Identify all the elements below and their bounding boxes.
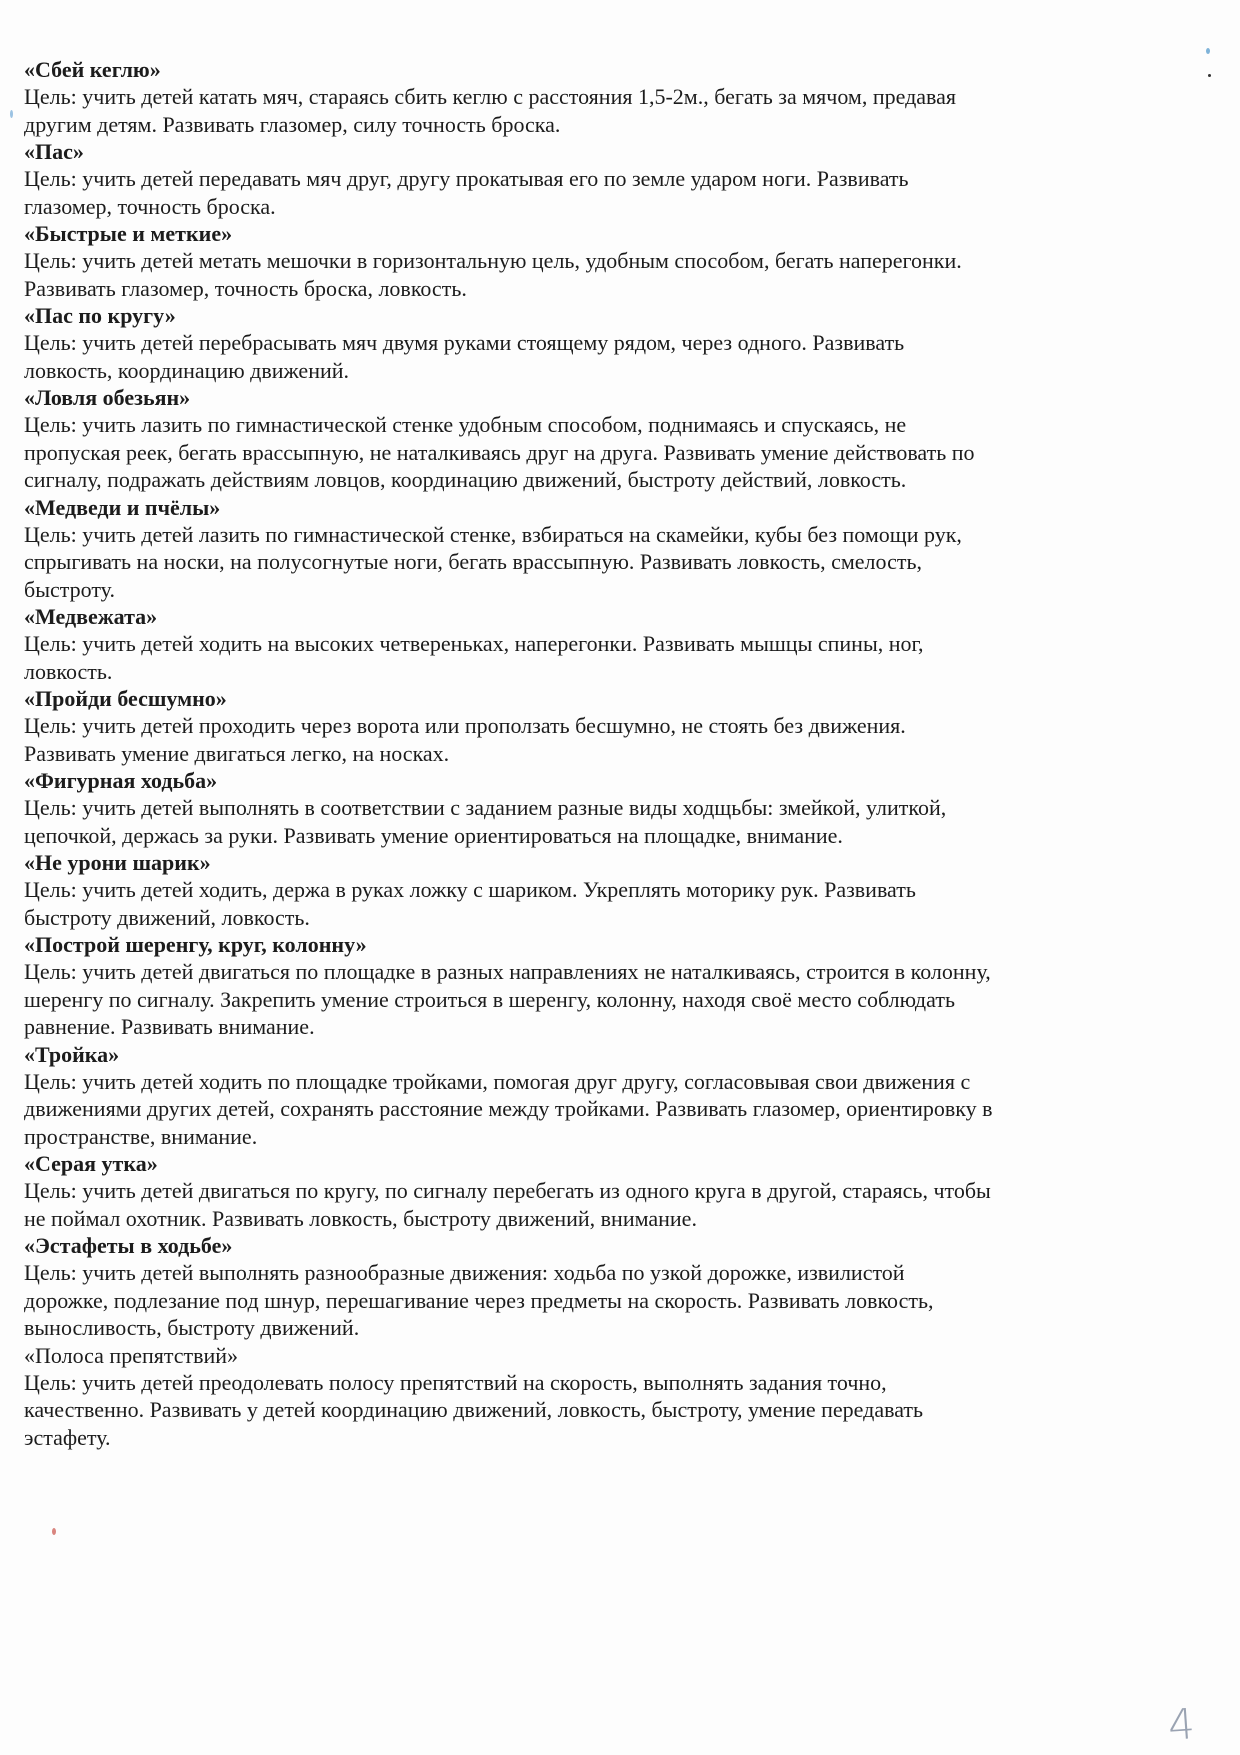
game-entry: [24, 767, 1114, 849]
game-description-line: равнение. Развивать внимание.: [24, 1014, 315, 1039]
game-description-line: качественно. Развивать у детей координацию движений, ловкость, быстроту, умение передавать: [24, 1397, 924, 1422]
game-title: «Медвежата»: [24, 604, 158, 629]
scan-speck: [1206, 48, 1210, 54]
game-title: «Ловля обезьян»: [24, 385, 191, 410]
game-title: «Фигурная ходьба»: [24, 768, 218, 793]
game-description-line: цепочкой, держась за руки. Развивать умение ориентироваться на площадке, внимание.: [24, 822, 843, 848]
game-description-line: ловкость.: [24, 658, 113, 684]
game-title: «Пас»: [24, 139, 84, 164]
game-description-line: быстроту движений, ловкость.: [24, 904, 310, 930]
game-description-line: Цель: учить детей ходить по площадке тройками, помогая друг другу, согласовывая свои движения с: [24, 1068, 971, 1094]
game-description-line: Цель: учить детей двигаться по кругу, по сигналу перебегать из одного круга в другой, стараясь, чтобы: [24, 1178, 991, 1203]
game-description-line: глазомер, точность броска.: [24, 193, 276, 219]
game-title: «Серая утка»: [24, 1151, 158, 1176]
game-entry: [24, 849, 1114, 931]
game-description-line: не поймал охотник. Развивать ловкость, быстроту движений, внимание.: [24, 1205, 697, 1231]
scan-speck: [1208, 74, 1211, 77]
game-title: «Пас по кругу»: [24, 303, 176, 328]
scan-speck: [10, 110, 13, 118]
game-title: «Тройка»: [24, 1041, 120, 1067]
game-description-line: быстроту.: [24, 576, 115, 602]
game-description-line: Цель: учить детей проходить через ворота или проползать бесшумно, не стоять без движения.: [24, 713, 906, 738]
game-description-line: Цель: учить детей перебрасывать мяч двумя руками стоящему рядом, через одного. Развивать: [24, 330, 905, 355]
game-description-line: пространстве, внимание.: [24, 1123, 258, 1149]
game-title: «Быстрые и меткие»: [24, 221, 233, 246]
game-entry: [24, 1232, 1114, 1342]
game-entry: [24, 302, 1114, 384]
game-description-line: эстафету.: [24, 1424, 111, 1450]
game-entry: [24, 56, 1114, 138]
game-title: «Эстафеты в ходьбе»: [24, 1233, 233, 1258]
game-description-line: Цель: учить детей ходить, держа в руках ложку с шариком. Укреплять моторику рук. Развивать: [24, 877, 916, 902]
game-description-line: другим детям. Развивать глазомер, силу точность броска.: [24, 111, 561, 137]
game-entry: [24, 494, 1114, 604]
game-title: «Сбей кеглю»: [24, 57, 161, 82]
game-description-line: Цель: учить детей ходить на высоких четвереньках, наперегонки. Развивать мышцы спины, ног,: [24, 631, 924, 656]
game-description-line: спрыгивать на носки, на полусогнутые ноги, бегать врассыпную. Развивать ловкость, смелость,: [24, 549, 922, 574]
game-description-line: дорожке, подлезание под шнур, перешагивание через предметы на скорость. Развивать ловкость,: [24, 1287, 934, 1313]
game-entry: [24, 1342, 1114, 1452]
game-description-line: движениями других детей, сохранять расстояние между тройками. Развивать глазомер, ориентировку в: [24, 1096, 993, 1121]
game-entry: [24, 220, 1114, 302]
game-title: «Построй шеренгу, круг, колонну»: [24, 932, 367, 957]
game-description-line: Развивать глазомер, точность броска, ловкость.: [24, 275, 467, 301]
game-description-line: Цель: учить детей выполнять в соответствии с заданием разные виды ходщьбы: змейкой, улиткой,: [24, 795, 947, 820]
game-description-line: Цель: учить детей выполнять разнообразные движения: ходьба по узкой дорожке, извилистой: [24, 1260, 905, 1285]
game-description-line: Развивать умение двигаться легко, на носках.: [24, 740, 450, 766]
game-entry: [24, 931, 1114, 1041]
game-description-line: выносливость, быстроту движений.: [24, 1315, 360, 1340]
scan-speck: [52, 1528, 56, 1535]
game-entry: [24, 138, 1114, 220]
game-entry: [24, 1150, 1114, 1232]
game-title: «Пройди бесшумно»: [24, 686, 227, 711]
game-title: «Медведи и пчёлы»: [24, 494, 221, 520]
game-description-line: Цель: учить детей катать мяч, стараясь сбить кеглю с расстояния 1,5-2м., бегать за мячом, предавая: [24, 84, 957, 109]
game-entry: [24, 685, 1114, 767]
game-description-line: Цель: учить детей преодолевать полосу препятствий на скорость, выполнять задания точно,: [24, 1369, 887, 1395]
game-title: «Не урони шарик»: [24, 850, 211, 875]
game-description-line: Цель: учить лазить по гимнастической стенке удобным способом, поднимаясь и спускаясь, не: [24, 412, 907, 437]
game-description-line: Цель: учить детей двигаться по площадке в разных направлениях не наталкиваясь, строится в колонну,: [24, 959, 991, 984]
game-entry: [24, 384, 1114, 494]
game-description-line: пропуская реек, бегать врассыпную, не наталкиваясь друг на друга. Развивать умение действовать по: [24, 439, 975, 465]
game-entry: [24, 1041, 1114, 1151]
game-description-line: ловкость, координацию движений.: [24, 357, 350, 383]
game-description-line: Цель: учить детей метать мешочки в горизонтальную цель, удобным способом, бегать наперегонки.: [24, 248, 962, 273]
game-description-line: Цель: учить детей передавать мяч друг, другу прокатывая его по земле ударом ноги. Развивать: [24, 166, 909, 191]
game-entry: [24, 603, 1114, 685]
game-description-line: шеренгу по сигналу. Закрепить умение строиться в шеренгу, колонну, находя своё место соблюдать: [24, 986, 955, 1012]
game-title: «Полоса препятствий»: [24, 1342, 239, 1368]
document-page: [24, 56, 1114, 1451]
page-number: 4: [1166, 1699, 1197, 1750]
game-description-line: Цель: учить детей лазить по гимнастической стенке, взбираться на скамейки, кубы без помощи рук,: [24, 521, 962, 547]
game-description-line: сигналу, подражать действиям ловцов, координацию движений, быстроту действий, ловкость.: [24, 467, 907, 492]
